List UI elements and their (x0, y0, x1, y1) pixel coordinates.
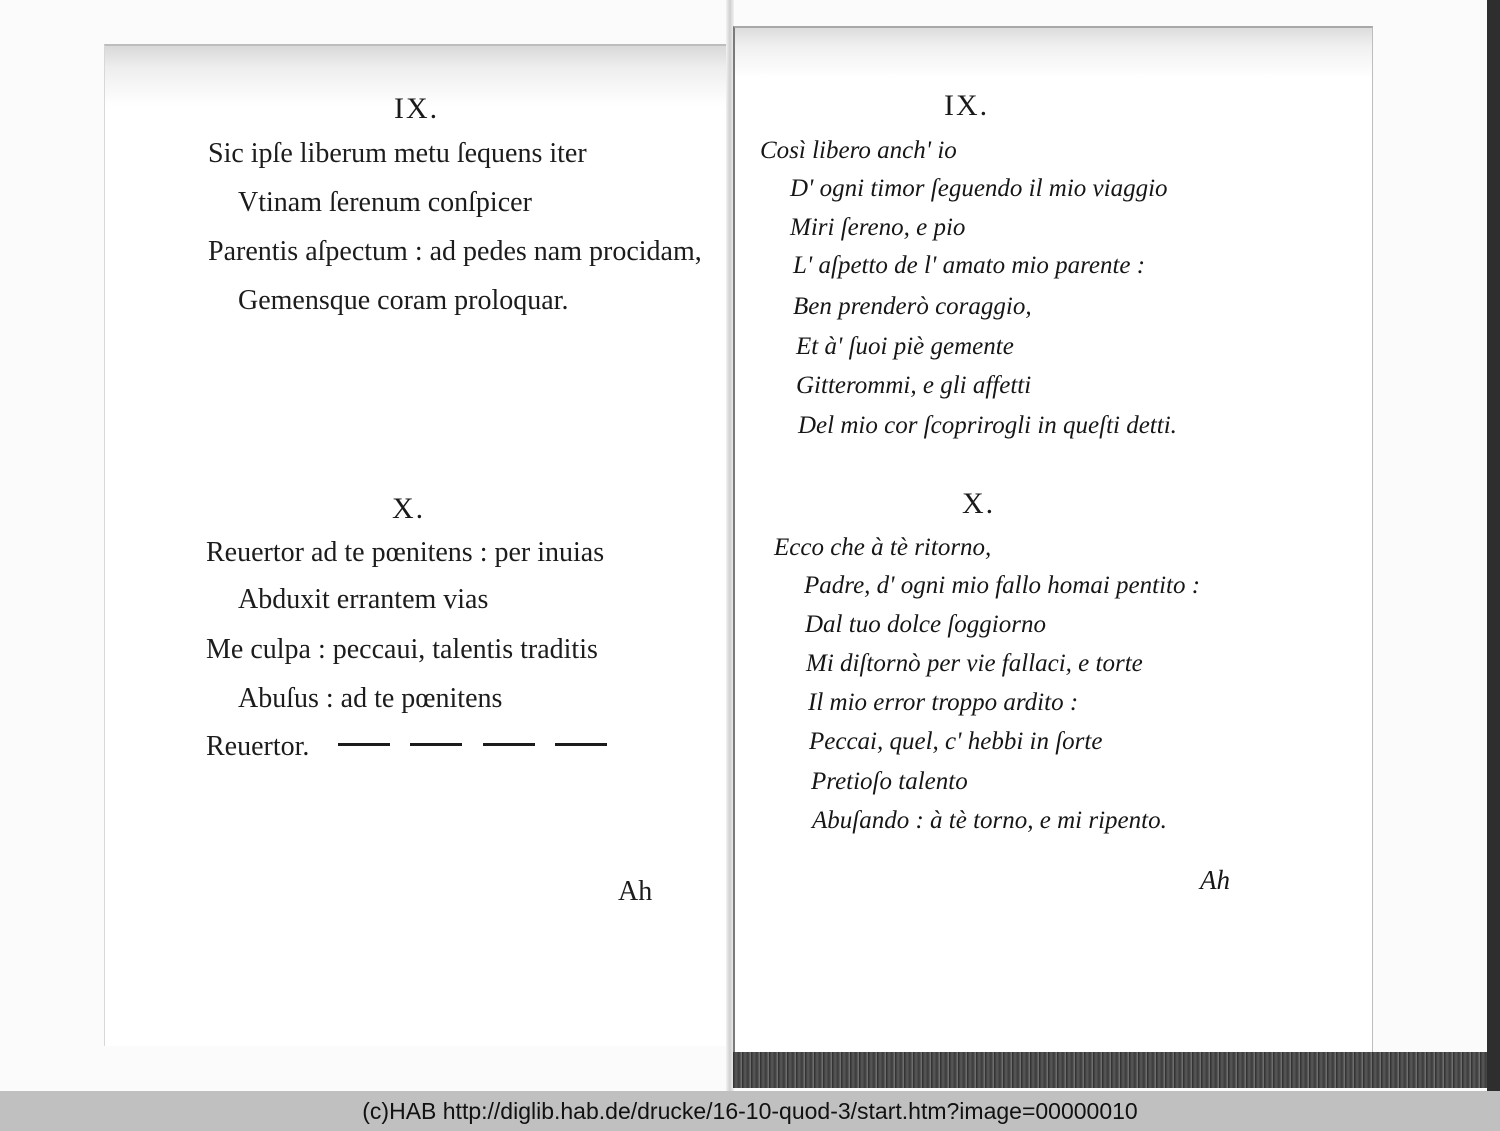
right-ix-line-8: Del mio cor ſcoprirogli in queſti detti. (798, 412, 1177, 439)
left-x-line-4: Abuſus : ad te pœnitens (238, 683, 503, 714)
right-section-ix-numeral: IX. (944, 89, 990, 122)
left-ix-line-3: Parentis aſpectum : ad pedes nam procidam, (208, 236, 702, 267)
right-ix-line-4: L' aſpetto de l' amato mio parente : (793, 252, 1146, 279)
dash-4 (555, 743, 607, 746)
scan-edge-shadow (733, 1052, 1500, 1088)
scan-right-edge (1487, 0, 1500, 1091)
right-x-line-2: Padre, d' ogni mio fallo homai pentito : (804, 572, 1201, 599)
left-x-line-1: Reuertor ad te pœnitens : per inuias (206, 537, 605, 568)
left-section-x-numeral: X. (392, 492, 426, 525)
right-x-line-1: Ecco che à tè ritorno, (774, 534, 992, 561)
right-ix-line-3: Miri ſereno, e pio (790, 214, 966, 241)
right-catchword: Ah (1200, 865, 1230, 895)
left-x-line-5: Reuertor. (206, 731, 310, 762)
right-x-line-4: Mi diſtornò per vie fallaci, e torte (806, 650, 1143, 677)
right-x-line-8: Abuſando : à tè torno, e mi ripento. (812, 807, 1167, 834)
left-section-ix-numeral: IX. (394, 92, 440, 125)
copyright-footer (0, 1091, 1500, 1131)
right-x-line-6: Peccai, quel, c' hebbi in ſorte (809, 728, 1103, 755)
right-ix-line-1: Così libero anch' io (760, 137, 957, 164)
right-x-line-7: Pretioſo talento (811, 768, 968, 795)
right-section-x-numeral: X. (962, 487, 996, 520)
right-ix-line-7: Gitterommi, e gli affetti (796, 372, 1032, 399)
right-x-line-3: Dal tuo dolce ſoggiorno (805, 611, 1046, 638)
dash-1 (338, 743, 390, 746)
left-ix-line-4: Gemensque coram proloquar. (238, 285, 569, 316)
left-ix-line-2: Vtinam ſerenum conſpicer (238, 187, 532, 218)
right-ix-line-5: Ben prenderò coraggio, (793, 293, 1032, 320)
right-ix-line-2: D' ogni timor ſeguendo il mio viaggio (790, 175, 1168, 202)
dash-3 (483, 743, 535, 746)
right-x-line-5: Il mio error troppo ardito : (808, 689, 1079, 716)
left-x-line-2: Abduxit errantem vias (238, 584, 489, 615)
footer-credit-text: (c)HAB http://diglib.hab.de/drucke/16-10-quod-3/start.htm?image=00000010 (362, 1098, 1138, 1124)
left-x-line-3: Me culpa : peccaui, talentis traditis (206, 634, 598, 665)
right-ix-line-6: Et à' ſuoi piè gemente (796, 333, 1014, 360)
left-catchword: Ah (618, 876, 653, 907)
left-ix-line-1: Sic ipſe liberum metu ſequens iter (208, 138, 587, 169)
dash-2 (410, 743, 462, 746)
